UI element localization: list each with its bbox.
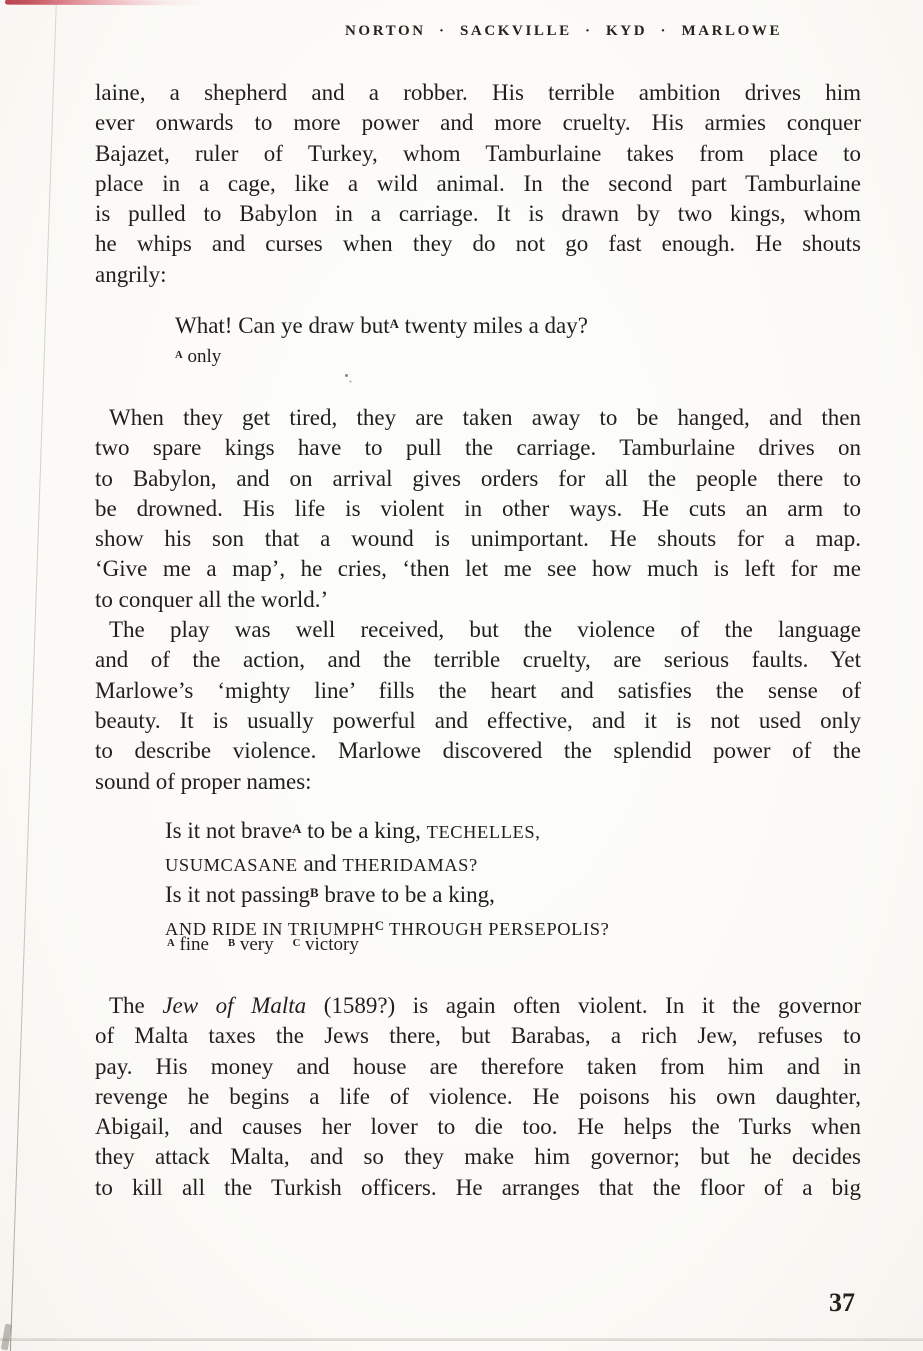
small-caps-name: AND RIDE IN TRIUMPH [165, 919, 375, 939]
text-line: pay. His money and house are therefore taken from him and in [95, 1053, 861, 1079]
text-line: revenge he begins a life of violence. He poisons his own daughter, [95, 1083, 861, 1109]
superscript-gloss-letter: A [389, 316, 399, 331]
page-edge-line [10, 0, 58, 1351]
verse-quote-persepolis [165, 816, 805, 946]
page-number: 37 [829, 1288, 855, 1317]
running-header: NORTON · SACKVILLE · KYD · MARLOWE [345, 23, 783, 39]
text-line: Marlowe’s ‘mighty line’ fills the heart and satisfies the sense of [95, 677, 861, 703]
text-line: angrily: [95, 261, 167, 287]
scan-artifact-red-mark [5, 0, 205, 5]
gloss-footnote-fine-very-victory [167, 933, 667, 960]
text-line: to kill all the Turkish officers. He arranges that the floor of a big [95, 1174, 861, 1200]
small-caps-name: TECHELLES, [426, 822, 541, 842]
text-line: sound of proper names: [95, 768, 312, 794]
text-line: is pulled to Babylon in a carriage. It is drawn by two kings, whom [95, 201, 861, 227]
superscript-gloss-letter: A [292, 821, 302, 836]
text-line: The play was well received, but the violence of the language [109, 617, 861, 643]
superscript-gloss-letter: B [227, 937, 236, 949]
paragraph-tamburlaine-ambition [95, 78, 861, 290]
paragraphs-kings-and-mighty-line [95, 403, 861, 797]
text-line: What! Can ye draw but$^A$ twenty miles a day? [175, 313, 588, 338]
text-line: and of the action, and the terrible cruelty, are serious faults. Yet [95, 647, 861, 673]
scan-speck [345, 374, 348, 377]
text-line: show his son that a wound is unimportant. He shouts for a map. [95, 526, 861, 552]
text-line: to describe violence. Marlowe discovered the splendid power of the [95, 738, 861, 764]
verse-quote-twenty-miles [175, 311, 815, 344]
text-line: When they get tired, they are taken away to be hanged, and then [109, 405, 861, 430]
text-line: USUMCASANE and THERIDAMAS? [165, 851, 478, 876]
text-line: Abigail, and causes her lover to die too. He helps the Turks when [95, 1114, 861, 1140]
text-line: to conquer all the world.’ [95, 586, 329, 612]
paragraph-jew-of-malta [95, 991, 861, 1203]
text-line: to Babylon, and on arrival gives orders for all the people there to [95, 465, 861, 491]
superscript-gloss-letter: C [292, 937, 301, 949]
text-line: $^A$ fine $^B$ very $^C$ victory [167, 934, 359, 955]
superscript-gloss-letter: A [167, 937, 175, 949]
text-line: laine, a shepherd and a robber. His terrible ambition drives him [95, 80, 861, 105]
text-line: ‘Give me a map’, he cries, ‘then let me see how much is left for me [95, 556, 861, 582]
small-caps-name: USUMCASANE [165, 855, 298, 875]
page-bottom-shadow [0, 1338, 923, 1341]
text-line: be drowned. His life is violent in other ways. He cuts an arm to [95, 495, 861, 521]
text-line: he whips and curses when they do not go fast enough. He shouts [95, 231, 861, 257]
text-line: they attack Malta, and so they make him governor; but he decides [95, 1144, 861, 1170]
text-line: The Jew of Malta (1589?) is again often violent. In it the governor [109, 993, 861, 1018]
text-line: Is it not passing$^B$ brave to be a king, [165, 882, 495, 907]
text-line: $^A$ only [175, 346, 222, 367]
text-line: Is it not brave$^A$ to be a king, TECHELLES, [165, 818, 541, 843]
text-line: place in a cage, like a wild animal. In the second part Tamburlaine [95, 170, 861, 196]
text-line: ever onwards to more power and more cruelty. His armies conquer [95, 110, 861, 136]
superscript-gloss-letter: C [374, 918, 385, 933]
small-caps-name: THROUGH PERSEPOLIS? [384, 919, 610, 939]
text-line: of Malta taxes the Jews there, but Barabas, a rich Jew, refuses to [95, 1023, 861, 1049]
superscript-gloss-letter: A [175, 349, 183, 361]
superscript-gloss-letter: B [310, 885, 319, 900]
italic-title: Jew of Malta [162, 993, 307, 1018]
gloss-footnote-only [175, 345, 575, 372]
small-caps-name: THERIDAMAS? [342, 855, 478, 875]
text-line: Bajazet, ruler of Turkey, whom Tamburlaine takes from place to [95, 140, 861, 166]
text-line: beauty. It is usually powerful and effective, and it is not used only [95, 707, 861, 733]
text-line: two spare kings have to pull the carriage. Tamburlaine drives on [95, 435, 861, 461]
